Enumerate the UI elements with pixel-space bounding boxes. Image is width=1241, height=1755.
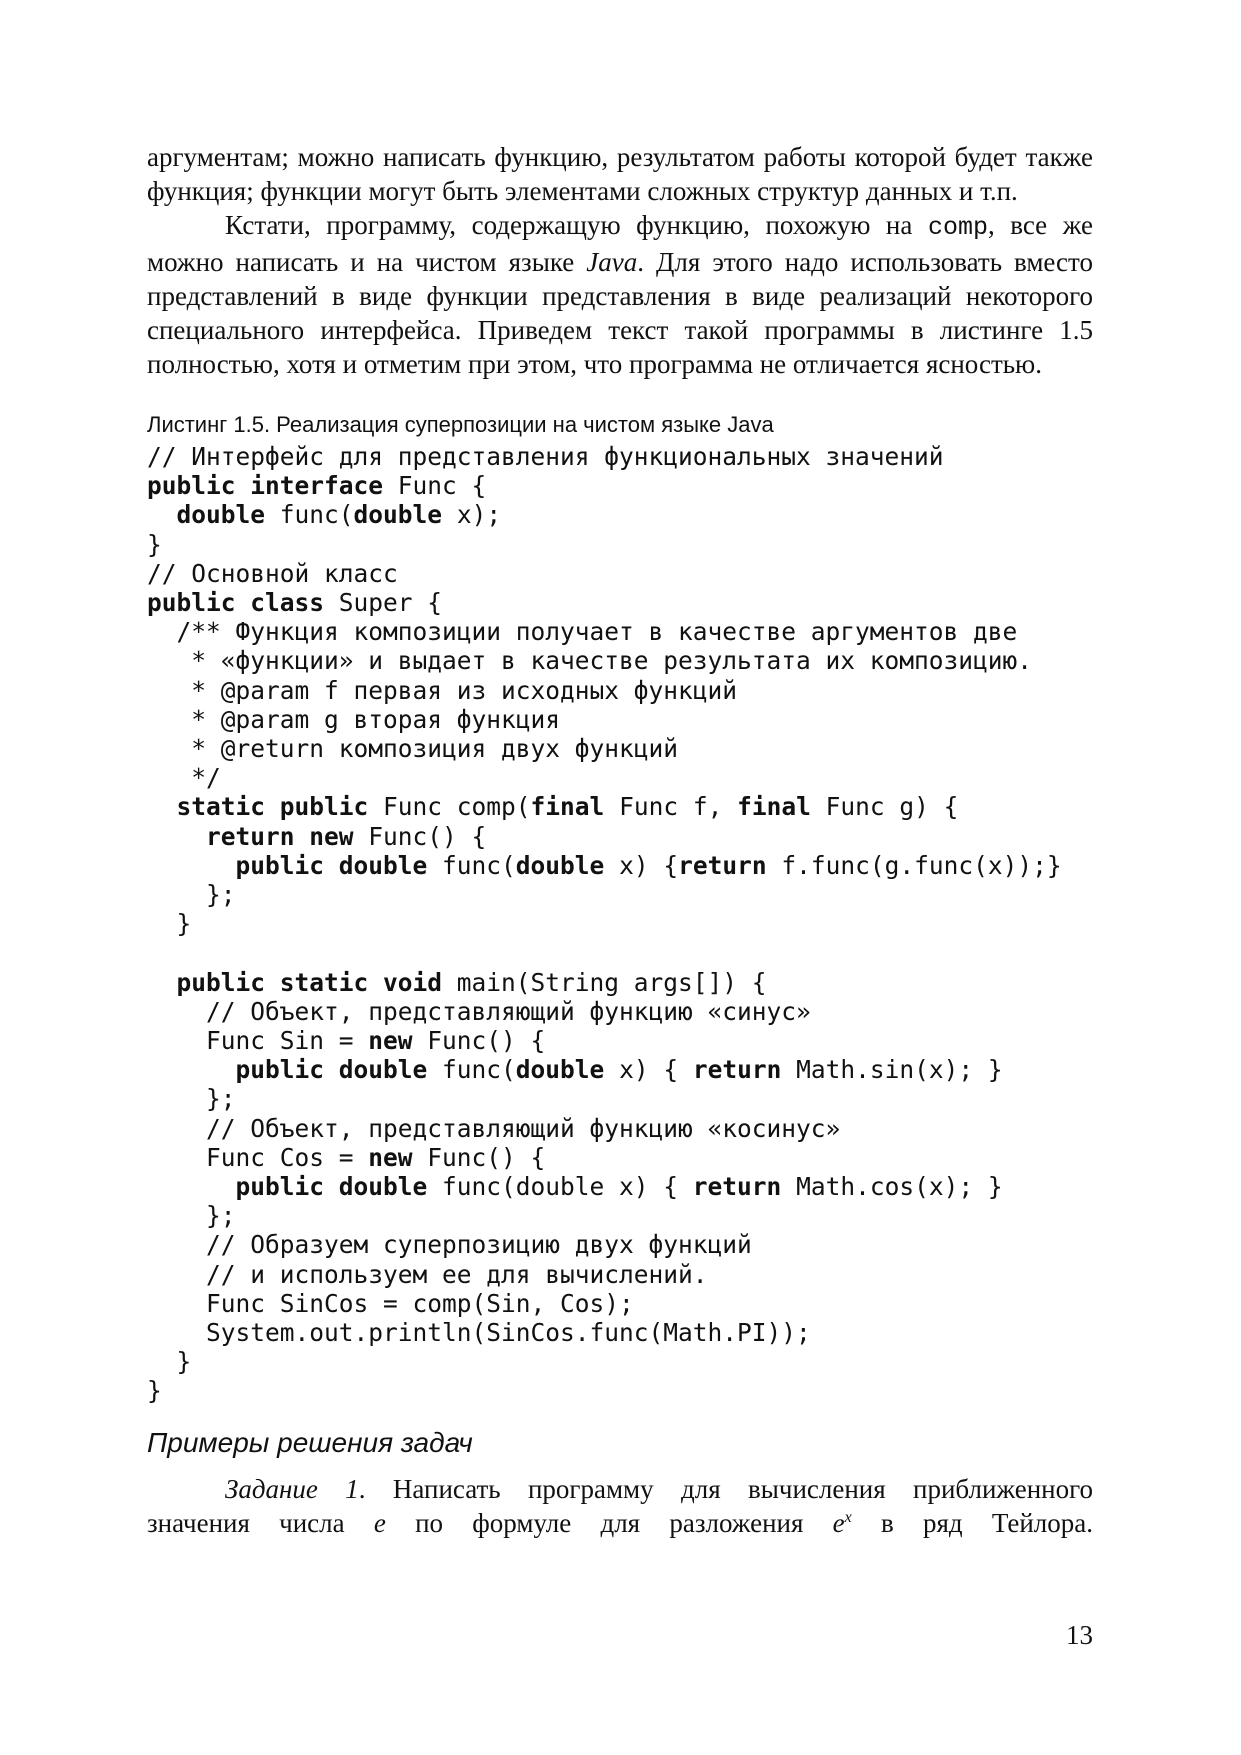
page-content bbox=[147, 140, 1093, 1540]
code-line bbox=[147, 968, 1093, 997]
code-text: func(double x) { bbox=[427, 1172, 693, 1202]
code-text: func( bbox=[427, 1055, 516, 1085]
code-line bbox=[147, 471, 1093, 500]
code-text: System.out.println(SinCos.func(Math.PI)); bbox=[147, 1318, 811, 1348]
code-text: * «функции» и выдает в качестве результата их композицию. bbox=[147, 646, 1033, 676]
code-line bbox=[147, 442, 1093, 471]
code-keyword: double bbox=[176, 500, 266, 530]
code-text: Math.sin(x); } bbox=[781, 1055, 1003, 1085]
code-line bbox=[147, 763, 1093, 792]
code-text bbox=[147, 822, 206, 851]
code-text: main(String args[]) { bbox=[442, 967, 767, 997]
code-text: Math.cos(x); } bbox=[781, 1172, 1003, 1202]
code-line bbox=[147, 676, 1093, 705]
code-text: }; bbox=[147, 1201, 236, 1231]
code-text bbox=[147, 1172, 236, 1201]
code-text: // Объект, представляющий функцию «синус» bbox=[147, 996, 811, 1026]
section-heading: Примеры решения задач bbox=[147, 1426, 473, 1458]
code-text: Func { bbox=[383, 471, 487, 501]
code-keyword: double bbox=[515, 850, 605, 880]
code-keyword: new bbox=[368, 1142, 413, 1172]
page-number: 13 bbox=[1066, 1620, 1093, 1650]
code-line bbox=[147, 1347, 1093, 1376]
code-line bbox=[147, 588, 1093, 617]
code-text: Func Cos = bbox=[147, 1142, 369, 1172]
code-line bbox=[147, 822, 1093, 851]
task-label: Задание 1 bbox=[225, 1473, 359, 1504]
code-line bbox=[147, 559, 1093, 588]
code-keyword: return bbox=[678, 850, 767, 880]
code-text bbox=[147, 792, 177, 821]
java-word: Java bbox=[586, 247, 638, 277]
code-line bbox=[147, 1376, 1093, 1405]
code-line bbox=[147, 1026, 1093, 1055]
code-text: } bbox=[147, 1347, 192, 1377]
code-text: Func() { bbox=[353, 821, 487, 851]
code-keyword: public static void bbox=[176, 967, 443, 997]
code-line bbox=[147, 617, 1093, 646]
code-text: */ bbox=[147, 763, 221, 793]
e-letter: e bbox=[373, 1507, 386, 1538]
code-text: * @param f первая из исходных функций bbox=[147, 675, 738, 705]
code-text: f.func(g.func(x));} bbox=[766, 850, 1062, 880]
code-line bbox=[147, 880, 1093, 909]
code-text: func( bbox=[265, 500, 354, 530]
code-line bbox=[147, 1172, 1093, 1201]
code-line bbox=[147, 1289, 1093, 1318]
code-line bbox=[147, 938, 1093, 967]
code-text: // Интерфейс для представления функциональных значений bbox=[147, 442, 944, 471]
code-line bbox=[147, 1260, 1093, 1289]
code-text: // Объект, представляющий функцию «косинус» bbox=[147, 1113, 841, 1143]
code-keyword: final bbox=[737, 792, 811, 822]
second-paragraph-part2: , все же можно написать и на чистом языке bbox=[147, 210, 1094, 277]
code-text: Func SinCos = comp(Sin, Cos); bbox=[147, 1288, 634, 1318]
code-text: * @return композиция двух функций bbox=[147, 734, 679, 764]
code-text: Func comp( bbox=[368, 792, 531, 822]
code-text: x) { bbox=[604, 1055, 693, 1085]
code-text: Func() { bbox=[412, 1142, 546, 1172]
code-line bbox=[147, 705, 1093, 734]
code-text: // Образуем суперпозицию двух функций bbox=[147, 1230, 752, 1260]
code-keyword: public interface bbox=[147, 471, 384, 501]
code-text: x) { bbox=[604, 850, 679, 880]
code-keyword: public class bbox=[147, 588, 325, 618]
code-keyword: return bbox=[692, 1055, 782, 1085]
second-paragraph-part3: . Для этого надо использовать вместо представлений в виде функции представления в виде реализаций некоторого специального интерфейса. Приведем текст такой программы в листинге 1.5 полностью, хотя и отметим при этом, что программа не отличается ясностью. bbox=[147, 247, 1093, 379]
code-listing bbox=[147, 442, 1093, 1406]
code-text: Super { bbox=[324, 588, 443, 618]
code-text bbox=[147, 851, 236, 880]
code-text: Func g) { bbox=[810, 792, 959, 822]
second-paragraph-part1: Кстати, программу, содержащую функцию, похожую на bbox=[225, 210, 928, 240]
task-line2-b: по формуле для разложения bbox=[385, 1507, 833, 1538]
code-text bbox=[147, 968, 177, 997]
code-line bbox=[147, 851, 1093, 880]
code-line bbox=[147, 1084, 1093, 1113]
code-keyword: public double bbox=[235, 1055, 428, 1085]
code-keyword: new bbox=[368, 1026, 413, 1056]
code-line bbox=[147, 1114, 1093, 1143]
code-text bbox=[147, 500, 177, 529]
code-keyword: static public bbox=[176, 792, 369, 822]
code-keyword: double bbox=[353, 500, 443, 530]
task-line1-rest: . Написать программу для вычисления приближенного bbox=[358, 1473, 1093, 1504]
code-keyword: return new bbox=[206, 821, 354, 851]
code-text: // Основной класс bbox=[147, 558, 398, 588]
code-line bbox=[147, 530, 1093, 559]
code-line bbox=[147, 734, 1093, 763]
code-keyword: final bbox=[530, 792, 605, 822]
exp-base: e bbox=[832, 1507, 845, 1538]
inline-code-comp: comp bbox=[927, 213, 988, 242]
code-keyword: double bbox=[515, 1055, 605, 1085]
code-line bbox=[147, 500, 1093, 529]
listing-caption: Листинг 1.5. Реализация суперпозиции на чистом языке Java bbox=[147, 412, 774, 437]
code-text: // и используем ее для вычислений. bbox=[147, 1259, 708, 1289]
code-text: Func() { bbox=[412, 1026, 546, 1056]
task-line-1 bbox=[147, 1472, 1093, 1506]
code-text: * @param g вторая функция bbox=[147, 704, 561, 734]
code-text: /** Функция композиции получает в качестве аргументов две bbox=[147, 617, 1018, 647]
code-text: Func f, bbox=[604, 792, 738, 822]
exp-superscript: x bbox=[844, 1508, 852, 1526]
code-text: func( bbox=[427, 850, 516, 880]
second-paragraph bbox=[147, 208, 1093, 381]
code-text: x); bbox=[442, 500, 502, 530]
task-line-2 bbox=[147, 1506, 1093, 1540]
code-text: } bbox=[147, 1376, 162, 1406]
code-line bbox=[147, 997, 1093, 1026]
code-text: } bbox=[147, 909, 192, 939]
task-line2-c: в ряд Тейлора. bbox=[851, 1507, 1093, 1538]
code-keyword: public double bbox=[235, 850, 428, 880]
code-line bbox=[147, 1143, 1093, 1172]
code-line bbox=[147, 1201, 1093, 1230]
code-text: } bbox=[147, 529, 162, 559]
intro-paragraph: аргументам; можно написать функцию, результатом работы которой будет также функция; функции могут быть элементами сложных структур данных и т.п. bbox=[147, 142, 1093, 206]
code-line bbox=[147, 1230, 1093, 1259]
code-line bbox=[147, 1055, 1093, 1084]
code-keyword: return bbox=[692, 1172, 782, 1202]
code-line bbox=[147, 1318, 1093, 1347]
code-text: Func Sin = bbox=[147, 1026, 369, 1056]
code-text bbox=[147, 1055, 236, 1084]
code-keyword: public double bbox=[235, 1172, 428, 1202]
code-line bbox=[147, 792, 1093, 821]
code-text: }; bbox=[147, 1084, 236, 1114]
code-line bbox=[147, 909, 1093, 938]
task-line2-a: значения числа bbox=[147, 1507, 374, 1538]
code-line bbox=[147, 646, 1093, 675]
code-text: }; bbox=[147, 880, 236, 910]
